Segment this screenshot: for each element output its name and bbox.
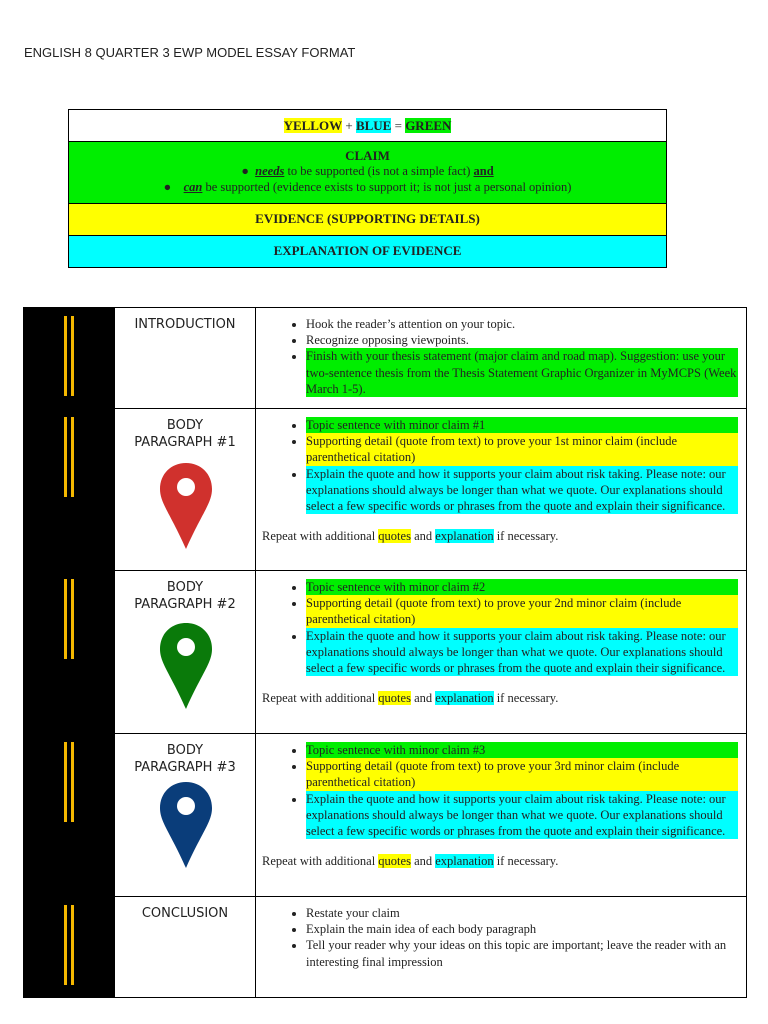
- label-line: BODY: [166, 743, 204, 758]
- legend-explanation-row: EXPLANATION OF EVIDENCE: [69, 236, 666, 267]
- list-item: • Recognize opposing viewpoints.: [306, 332, 738, 348]
- legend-green: GREEN: [405, 118, 452, 133]
- body-paragraph-3-label: [114, 734, 256, 896]
- list-item: • Topic sentence with minor claim #3: [306, 742, 738, 758]
- and-keyword: and: [473, 164, 494, 178]
- bullet-icon: ●: [241, 164, 256, 178]
- repeat-note: Repeat with additional quotes and explanation if necessary.: [262, 691, 559, 706]
- conclusion-row: [24, 897, 746, 997]
- list-item: • Hook the reader’s attention on your topic.: [306, 316, 738, 332]
- legend-equals: =: [391, 118, 406, 133]
- introduction-label: INTRODUCTION: [114, 308, 256, 408]
- claim-title: CLAIM: [345, 148, 390, 163]
- repeat-note: Repeat with additional quotes and explanation if necessary.: [262, 854, 559, 869]
- conclusion-label: CONCLUSION: [114, 897, 256, 997]
- map-pin-red-icon: [158, 461, 214, 551]
- list-item: • Restate your claim: [306, 905, 738, 921]
- legend-evidence-row: EVIDENCE (SUPPORTING DETAILS): [69, 204, 666, 236]
- introduction-row: [24, 308, 746, 409]
- explanation-highlight: explanation: [435, 854, 494, 869]
- road-segment: [24, 734, 114, 896]
- quotes-highlight: quotes: [378, 691, 411, 706]
- can-keyword: can: [183, 180, 203, 194]
- label-line: PARAGRAPH #1: [134, 435, 236, 450]
- introduction-content: [256, 308, 746, 408]
- legend-claim-row: [69, 142, 666, 204]
- map-pin-green-icon: [158, 621, 214, 711]
- label-line: BODY: [166, 418, 204, 433]
- body-paragraph-1-row: [24, 409, 746, 571]
- body-paragraph-2-label: [114, 571, 256, 733]
- list-item: • Explain the quote and how it supports your claim about risk taking. Please note: our explanations should always be longer than what we quote. Our explanations should select a few specific words or phrases from the quote and explain their significance.: [306, 791, 738, 840]
- list-item: • Explain the quote and how it supports your claim about risk taking. Please note: our explanations should always be longer than what we quote. Our explanations should select a few specific words or phrases from the quote and explain their significance.: [306, 466, 738, 515]
- list-item: • Finish with your thesis statement (major claim and road map). Suggestion: use your two-sentence thesis from the Thesis Statement Graphic Organizer in MyMCPS (Week March 1-5).: [306, 348, 738, 397]
- legend-blue: BLUE: [355, 118, 392, 133]
- conclusion-content: [256, 897, 746, 997]
- list-item: • Explain the main idea of each body paragraph: [306, 921, 738, 937]
- claim-needs-line: [69, 163, 666, 179]
- list-item: • Supporting detail (quote from text) to prove your 1st minor claim (include parenthetical citation): [306, 433, 738, 465]
- body-paragraph-3-content: [256, 734, 746, 896]
- needs-text: to be supported (is not a simple fact): [284, 164, 474, 178]
- quotes-highlight: quotes: [378, 854, 411, 869]
- body-paragraph-2-row: [24, 571, 746, 734]
- essay-format-table: [23, 307, 747, 998]
- list-item: • Explain the quote and how it supports your claim about risk taking. Please note: our explanations should always be longer than what we quote. Our explanations should select a few specific words or phrases from the quote and explain their significance.: [306, 628, 738, 677]
- can-text: be supported (evidence exists to support it; is not just a personal opinion): [202, 180, 572, 194]
- body-paragraph-3-row: [24, 734, 746, 897]
- legend-yellow: YELLOW: [283, 118, 343, 133]
- road-segment: [24, 409, 114, 570]
- list-item: • Supporting detail (quote from text) to prove your 3rd minor claim (include parenthetical citation): [306, 758, 738, 790]
- road-segment: [24, 571, 114, 733]
- claim-can-line: [69, 179, 666, 195]
- list-item: • Topic sentence with minor claim #1: [306, 417, 738, 433]
- body-paragraph-2-content: [256, 571, 746, 733]
- label-line: BODY: [166, 580, 204, 595]
- quotes-highlight: quotes: [378, 529, 411, 544]
- legend-plus: +: [342, 118, 356, 133]
- explanation-highlight: explanation: [435, 529, 494, 544]
- legend-table: [68, 109, 667, 268]
- list-item: • Supporting detail (quote from text) to prove your 2nd minor claim (include parenthetical citation): [306, 595, 738, 627]
- explanation-highlight: explanation: [435, 691, 494, 706]
- label-line: PARAGRAPH #2: [134, 597, 236, 612]
- road-segment: [24, 897, 114, 997]
- repeat-note: Repeat with additional quotes and explanation if necessary.: [262, 529, 559, 544]
- map-pin-blue-icon: [158, 780, 214, 870]
- bullet-icon: ●: [163, 180, 184, 194]
- list-item: • Topic sentence with minor claim #2: [306, 579, 738, 595]
- document-title: ENGLISH 8 QUARTER 3 EWP MODEL ESSAY FORMAT: [24, 45, 356, 60]
- body-paragraph-1-label: [114, 409, 256, 570]
- label-line: PARAGRAPH #3: [134, 760, 236, 775]
- body-paragraph-1-content: [256, 409, 746, 570]
- road-segment: [24, 308, 114, 408]
- needs-keyword: needs: [255, 164, 285, 178]
- legend-formula-row: [69, 110, 666, 142]
- list-item: • Tell your reader why your ideas on this topic are important; leave the reader with an interesting final impression: [306, 937, 738, 969]
